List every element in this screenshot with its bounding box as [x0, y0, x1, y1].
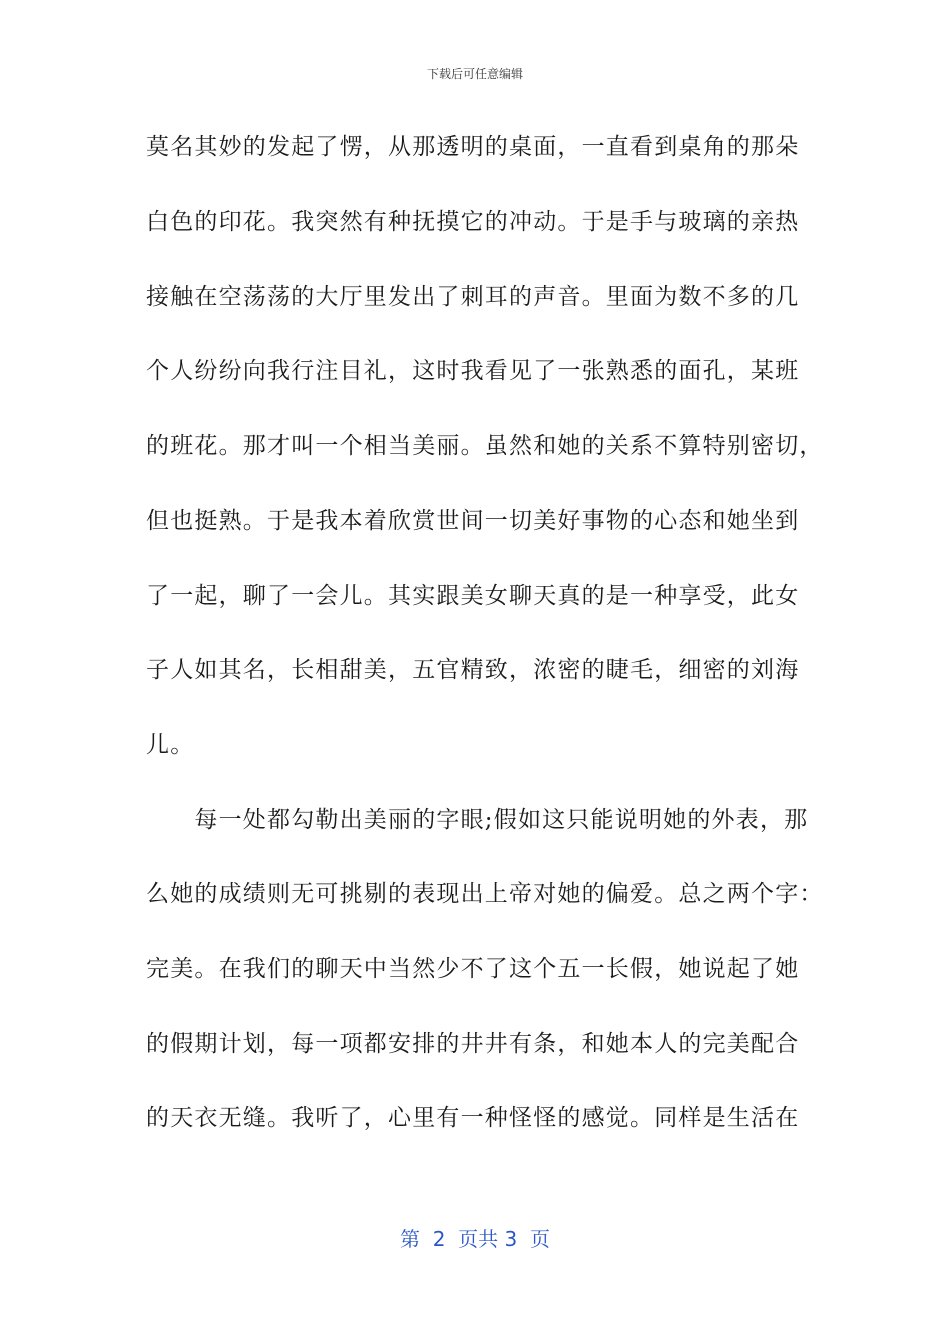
text-line: 的假期计划，每一项都安排的井井有条，和她本人的完美配合 [146, 1031, 800, 1057]
text-line: 接触在空荡荡的大厅里发出了刺耳的声音。里面为数不多的几 [146, 284, 800, 310]
text-line: 的天衣无缝。我听了，心里有一种怪怪的感觉。同样是生活在 [146, 1105, 800, 1131]
page-number-footer: 第 2 页共 3 页 [400, 1227, 550, 1251]
text-line: 的班花。那才叫一个相当美丽。虽然和她的关系不算特别密切， [146, 433, 824, 459]
text-line: 儿。 [146, 732, 195, 758]
text-line: 但也挺熟。于是我本着欣赏世间一切美好事物的心态和她坐到 [146, 508, 800, 534]
text-line: 每一处都勾勒出美丽的字眼;假如这只能说明她的外表，那 [146, 807, 809, 833]
text-line: 白色的印花。我突然有种抚摸它的冲动。于是手与玻璃的亲热 [146, 209, 800, 235]
page-header: 下载后可任意编辑 [426, 67, 523, 81]
text-line: 子人如其名，长相甜美，五官精致，浓密的睫毛，细密的刘海 [146, 657, 800, 683]
text-line: 莫名其妙的发起了愣，从那透明的桌面，一直看到桌角的那朵 [146, 134, 800, 160]
text-line: 了一起，聊了一会儿。其实跟美女聊天真的是一种享受，此女 [146, 583, 800, 609]
text-line: 完美。在我们的聊天中当然少不了这个五一长假，她说起了她 [146, 956, 800, 982]
text-line: 个人纷纷向我行注目礼，这时我看见了一张熟悉的面孔，某班 [146, 358, 800, 384]
text-line: 么她的成绩则无可挑剔的表现出上帝对她的偏爱。总之两个字： [146, 881, 824, 907]
